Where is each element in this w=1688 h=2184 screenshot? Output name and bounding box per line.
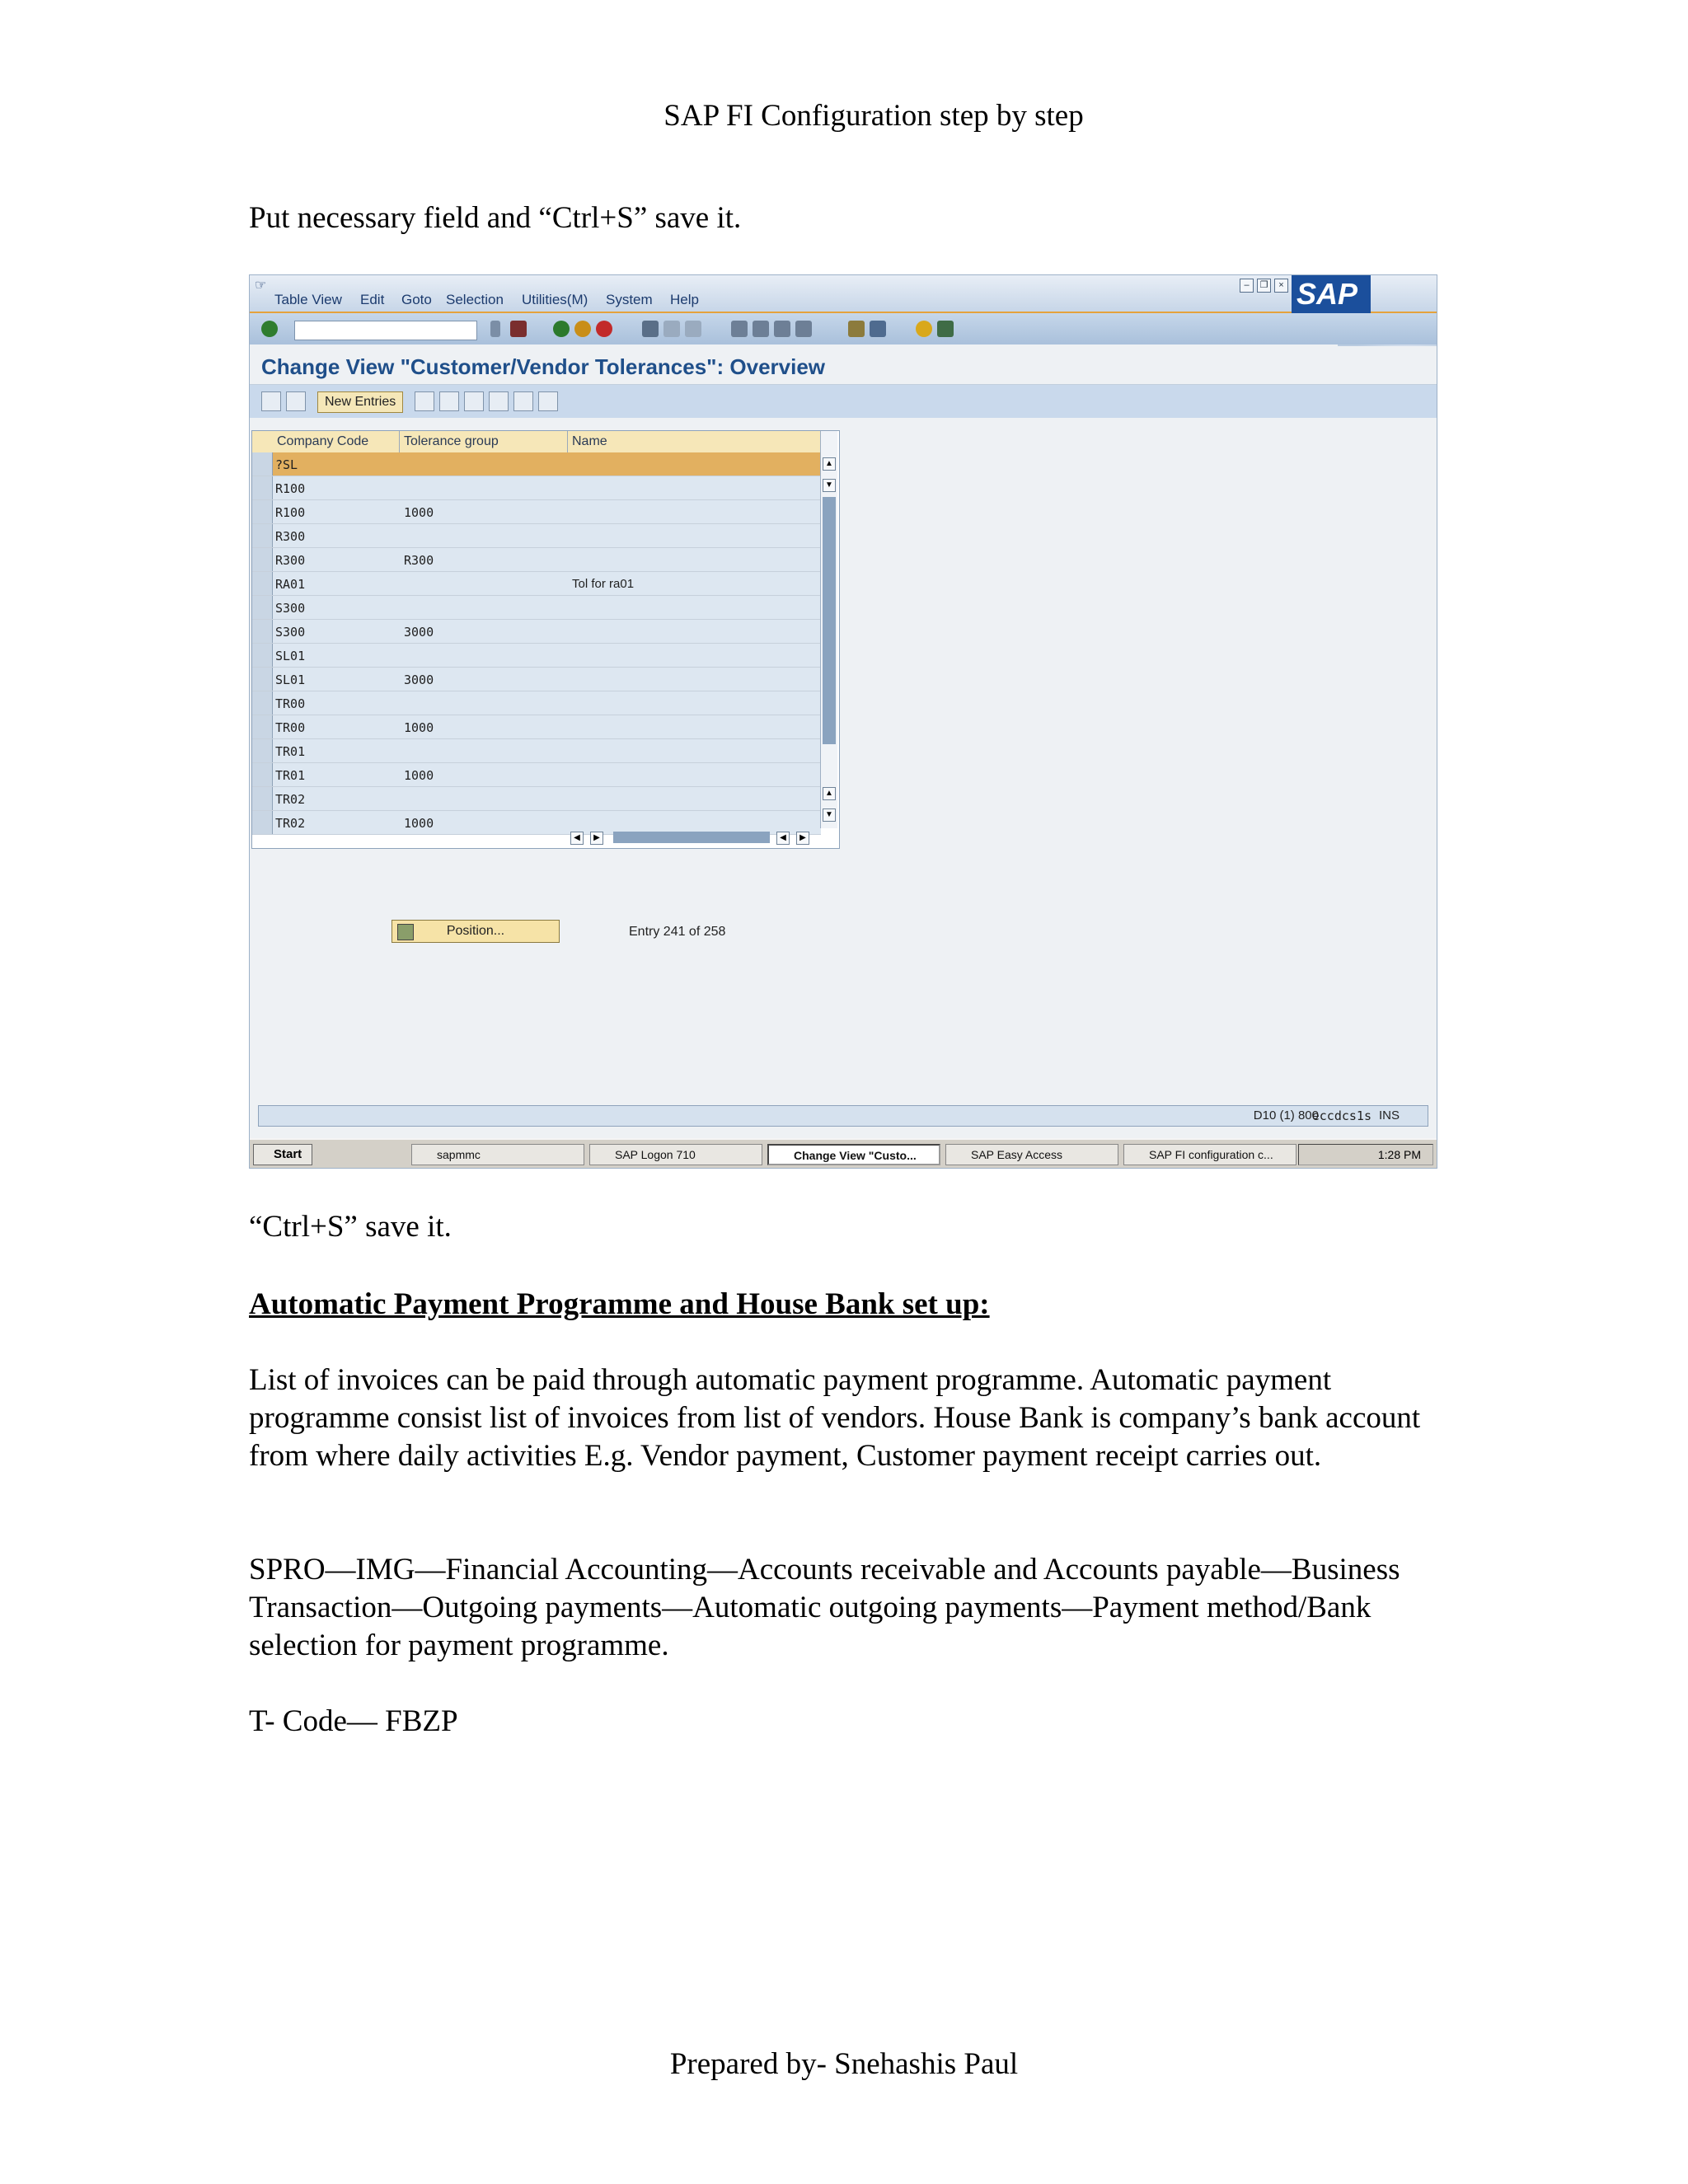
company-code-cell[interactable]: SL01 — [275, 673, 306, 687]
tolerance-group-cell[interactable]: 3000 — [404, 625, 434, 640]
company-code-cell[interactable]: TR02 — [275, 792, 306, 807]
tolerance-group-cell[interactable]: 1000 — [404, 505, 434, 520]
horizontal-scrollbar[interactable] — [570, 830, 818, 845]
row-selector[interactable] — [252, 524, 273, 547]
deselect-all-icon[interactable] — [538, 391, 558, 411]
menu-bar — [250, 275, 1437, 313]
company-code-cell[interactable]: R100 — [275, 505, 306, 520]
table-row[interactable] — [252, 739, 821, 763]
vertical-scrollbar[interactable] — [820, 431, 837, 828]
status-system[interactable]: D10 (1) 800 — [1253, 1108, 1319, 1122]
intro-text: Put necessary field and “Ctrl+S” save it. — [249, 201, 742, 235]
table-row[interactable] — [252, 476, 821, 500]
previous-page-icon[interactable] — [753, 321, 769, 337]
menu-goto[interactable]: Goto — [401, 292, 432, 307]
exit-icon[interactable] — [574, 321, 591, 337]
row-selector[interactable] — [252, 644, 273, 667]
page-down-icon[interactable]: ▼ — [823, 808, 836, 822]
table-row[interactable] — [252, 644, 821, 668]
table-row[interactable] — [252, 500, 821, 524]
select-all-icon[interactable] — [489, 391, 509, 411]
find-icon[interactable] — [663, 321, 680, 337]
table-row[interactable] — [252, 524, 821, 548]
scroll-right-icon[interactable]: ▶ — [590, 832, 603, 845]
screen-title: Change View "Customer/Vendor Tolerances": Overview — [261, 354, 826, 379]
delete-icon[interactable] — [439, 391, 459, 411]
company-code-cell[interactable]: R300 — [275, 529, 306, 544]
close-icon[interactable]: × — [1274, 279, 1288, 293]
company-code-cell[interactable]: RA01 — [275, 577, 306, 592]
restore-icon[interactable]: ❐ — [1257, 279, 1271, 293]
row-selector[interactable] — [252, 763, 273, 786]
column-header-name[interactable]: Name — [572, 434, 607, 448]
system-toolbar — [250, 313, 1437, 344]
tolerance-group-cell[interactable]: 3000 — [404, 673, 434, 687]
row-selector[interactable] — [252, 452, 273, 476]
find-next-icon[interactable] — [685, 321, 701, 337]
table-row[interactable] — [252, 572, 821, 596]
task-change-view[interactable]: Change View "Custo... — [767, 1144, 940, 1165]
row-selector[interactable] — [252, 500, 273, 523]
status-mode[interactable]: INS — [1378, 1108, 1400, 1122]
scroll-left-icon[interactable]: ◀ — [570, 832, 584, 845]
page-up-icon[interactable]: ▲ — [823, 787, 836, 800]
table-row[interactable] — [252, 452, 821, 476]
table-row[interactable] — [252, 548, 821, 572]
row-selector[interactable] — [252, 787, 273, 810]
scroll-end-right-icon[interactable]: ▶ — [796, 832, 809, 845]
row-selector[interactable] — [252, 596, 273, 619]
menu-edit[interactable]: Edit — [360, 292, 385, 307]
task-sap-easy-access[interactable]: SAP Easy Access — [945, 1144, 1118, 1165]
title-bar — [250, 346, 1437, 385]
transaction-code: T- Code— FBZP — [249, 1704, 458, 1738]
task-sap-fi-configuration[interactable]: SAP FI configuration c... — [1123, 1144, 1296, 1165]
save-icon[interactable] — [510, 321, 527, 337]
start-button[interactable]: Start — [253, 1144, 312, 1165]
name-cell[interactable]: Tol for ra01 — [572, 577, 635, 591]
command-field[interactable] — [294, 321, 477, 340]
horizontal-scroll-thumb[interactable] — [613, 832, 770, 843]
task-sapmmc[interactable]: sapmmc — [411, 1144, 584, 1165]
row-selector[interactable] — [252, 691, 273, 715]
menu-table-view[interactable]: Table View — [274, 292, 342, 307]
copy-icon[interactable] — [415, 391, 434, 411]
save-instruction: “Ctrl+S” save it. — [249, 1210, 452, 1244]
last-page-icon[interactable] — [795, 321, 812, 337]
row-selector[interactable] — [252, 572, 273, 595]
row-selector[interactable] — [252, 715, 273, 738]
next-page-icon[interactable] — [774, 321, 790, 337]
shortcut-icon[interactable] — [870, 321, 886, 337]
print-icon[interactable] — [642, 321, 659, 337]
table-row[interactable] — [252, 787, 821, 811]
sap-logo: SAP — [1292, 275, 1371, 313]
table-row[interactable] — [252, 620, 821, 644]
row-selector[interactable] — [252, 811, 273, 834]
position-icon — [397, 924, 414, 940]
minimize-icon[interactable]: – — [1240, 279, 1254, 293]
select-block-icon[interactable] — [513, 391, 533, 411]
tolerances-table — [251, 430, 840, 849]
table-rows — [252, 452, 821, 835]
company-code-cell[interactable]: R300 — [275, 553, 306, 568]
display-change-icon[interactable] — [261, 391, 281, 411]
scroll-down-icon[interactable]: ▼ — [823, 479, 836, 492]
page-header: SAP FI Configuration step by step — [663, 99, 1084, 133]
windows-taskbar — [250, 1138, 1437, 1169]
scroll-end-left-icon[interactable]: ◀ — [776, 832, 790, 845]
menu-help[interactable]: Help — [670, 292, 699, 307]
application-toolbar — [250, 385, 1437, 418]
layout-menu-icon[interactable] — [937, 321, 954, 337]
row-selector[interactable] — [252, 739, 273, 762]
undo-icon[interactable] — [464, 391, 484, 411]
company-code-cell[interactable]: SL01 — [275, 649, 306, 663]
tolerance-group-cell[interactable]: R300 — [404, 553, 434, 568]
menu-selection[interactable]: Selection — [446, 292, 504, 307]
taskbar-clock: 1:28 PM — [1298, 1144, 1433, 1165]
table-row[interactable] — [252, 596, 821, 620]
company-code-cell[interactable]: S300 — [275, 625, 306, 640]
first-page-icon[interactable] — [731, 321, 748, 337]
scroll-thumb[interactable] — [823, 497, 836, 744]
new-entries-button[interactable]: New Entries — [317, 391, 403, 413]
menu-system[interactable]: System — [606, 292, 653, 307]
table-row[interactable] — [252, 763, 821, 787]
scroll-up-icon[interactable]: ▲ — [823, 457, 836, 471]
table-row[interactable] — [252, 691, 821, 715]
tolerance-group-cell[interactable]: 1000 — [404, 720, 434, 735]
company-code-cell[interactable]: TR02 — [275, 816, 306, 831]
tolerance-group-cell[interactable]: 1000 — [404, 768, 434, 783]
cancel-icon[interactable] — [596, 321, 612, 337]
enter-icon[interactable] — [261, 321, 278, 337]
help-icon[interactable] — [916, 321, 932, 337]
table-row[interactable] — [252, 715, 821, 739]
company-code-cell[interactable]: TR01 — [275, 744, 306, 759]
company-code-cell[interactable]: TR00 — [275, 696, 306, 711]
company-code-cell[interactable]: R100 — [275, 481, 306, 496]
menu-utilities[interactable]: Utilities(M) — [522, 292, 588, 307]
status-bar — [258, 1105, 1428, 1127]
tolerance-group-cell[interactable]: 1000 — [404, 816, 434, 831]
position-button-label: Position... — [446, 924, 505, 938]
company-code-cell[interactable]: TR01 — [275, 768, 306, 783]
company-code-cell[interactable]: ?SL — [275, 457, 298, 472]
row-selector[interactable] — [252, 668, 273, 691]
entry-counter: Entry 241 of 258 — [629, 925, 726, 939]
company-code-cell[interactable]: TR00 — [275, 720, 306, 735]
page-footer: Prepared by- Snehashis Paul — [669, 2047, 1019, 2081]
table-header — [252, 431, 821, 453]
window-menu-icon[interactable]: ☞ — [255, 279, 267, 293]
back-icon[interactable] — [553, 321, 570, 337]
display-icon[interactable] — [286, 391, 306, 411]
row-selector[interactable] — [252, 620, 273, 643]
position-button[interactable] — [392, 920, 560, 943]
column-header-company-code[interactable]: Company Code — [277, 434, 369, 448]
row-selector[interactable] — [252, 476, 273, 499]
company-code-cell[interactable]: S300 — [275, 601, 306, 616]
status-user: eccdcs1s — [1311, 1108, 1372, 1123]
paragraph-description: List of invoices can be paid through automatic payment programme. Automatic payment programme consist list of invoices from list of vendors. House Bank is company’s bank account from where daily activities E.g. Vendor payment, Customer payment receipt carries out. — [249, 1363, 1421, 1473]
paragraph-menu-path: SPRO—IMG—Financial Accounting—Accounts receivable and Accounts payable—Business Transaction—Outgoing payments—Automatic outgoing payments—Payment method/Bank selection for payment programme. — [249, 1553, 1400, 1662]
back-arrow-icon[interactable] — [490, 321, 500, 337]
table-row[interactable] — [252, 668, 821, 691]
create-session-icon[interactable] — [848, 321, 865, 337]
sap-screenshot — [249, 274, 1437, 1169]
task-sap-logon[interactable]: SAP Logon 710 — [589, 1144, 762, 1165]
section-heading: Automatic Payment Programme and House Bank set up: — [249, 1287, 990, 1321]
column-header-tolerance-group[interactable]: Tolerance group — [404, 434, 499, 448]
row-selector[interactable] — [252, 548, 273, 571]
